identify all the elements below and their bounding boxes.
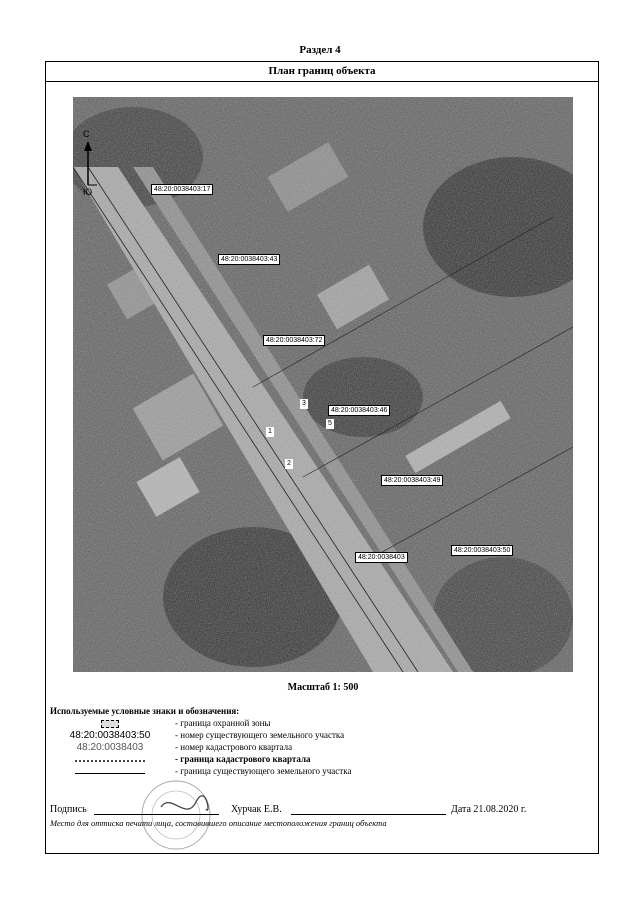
legend-text: - граница существующего земельного участка bbox=[175, 766, 352, 776]
point-label: 3 bbox=[300, 399, 308, 409]
quarter-label: 48:20:0038403 bbox=[355, 552, 408, 563]
legend-text: - номер существующего земельного участка bbox=[175, 730, 345, 740]
signer-name: Хурчак Е.В. bbox=[231, 804, 282, 815]
signature-date: Дата 21.08.2020 г. bbox=[451, 804, 527, 815]
legend-symbol-parcel-boundary bbox=[50, 766, 170, 776]
parcel-label: 48:20:0038403:43 bbox=[218, 254, 280, 265]
point-label: 1 bbox=[266, 427, 274, 437]
section-title: Раздел 4 bbox=[299, 44, 341, 56]
point-label: 5 bbox=[326, 419, 334, 429]
scale-text: Масштаб 1: 500 bbox=[287, 682, 359, 693]
signature-line bbox=[94, 814, 219, 815]
legend-symbol-parcel-number: 48:20:0038403:50 bbox=[69, 730, 151, 741]
parcel-label: 48:20:0038403:46 bbox=[328, 405, 390, 416]
legend-item bbox=[50, 718, 590, 729]
legend-item bbox=[50, 766, 590, 777]
legend-symbol-quarter-boundary bbox=[50, 754, 170, 764]
legend-text: - граница охранной зоны bbox=[175, 718, 271, 728]
point-label: 2 bbox=[285, 459, 293, 469]
plan-title: План границ объекта bbox=[46, 62, 598, 82]
compass-north-label: С bbox=[83, 129, 90, 139]
parcel-label: 48:20:0038403:72 bbox=[263, 335, 325, 346]
legend-text: - граница кадастрового квартала bbox=[175, 754, 311, 764]
parcel-label: 48:20:0038403:49 bbox=[381, 475, 443, 486]
compass bbox=[83, 129, 107, 199]
legend-item bbox=[50, 754, 590, 765]
legend-item bbox=[50, 742, 590, 753]
aerial-map bbox=[73, 97, 573, 672]
name-line bbox=[291, 814, 446, 815]
aerial-photo bbox=[73, 97, 573, 672]
legend-item bbox=[50, 730, 590, 741]
signature-label: Подпись bbox=[50, 804, 87, 815]
legend-text: - номер кадастрового квартала bbox=[175, 742, 293, 752]
legend-symbol-quarter-number: 48:20:0038403 bbox=[76, 742, 144, 753]
legend-symbol-protection-zone bbox=[50, 718, 170, 730]
stamp-note: Место для оттиска печати лица, составившего описание местоположения границ объекта bbox=[50, 818, 387, 828]
parcel-label: 48:20:0038403:17 bbox=[151, 184, 213, 195]
parcel-label: 48:20:0038403:50 bbox=[451, 545, 513, 556]
legend-title: Используемые условные знаки и обозначения: bbox=[50, 706, 240, 716]
compass-south-label: Ю bbox=[83, 187, 93, 197]
plan-frame bbox=[45, 61, 599, 854]
